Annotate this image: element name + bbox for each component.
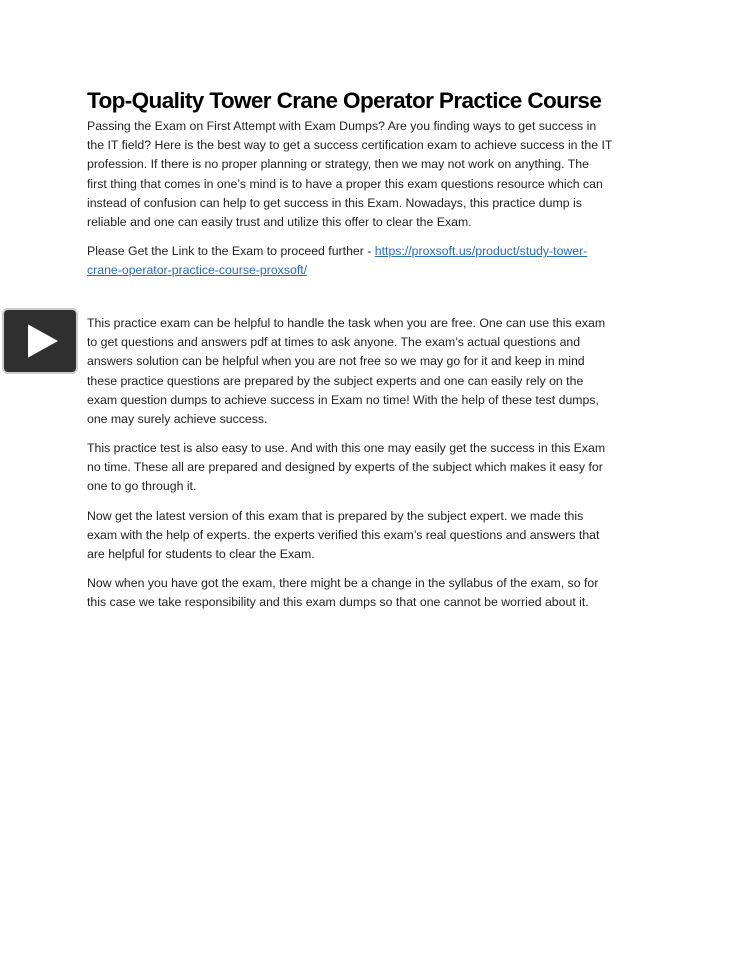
text-line: first thing that comes in one’s mind is to have a proper this exam questions resource which can bbox=[87, 176, 603, 191]
paragraph-syllabus bbox=[87, 574, 647, 612]
text-line: one may surely achieve success. bbox=[87, 412, 268, 427]
text-line: profession. If there is no proper planning or strategy, then we may not work on anything. The bbox=[87, 157, 589, 172]
text-line: exam with the help of experts. the experts verified this exam’s real questions and answers that bbox=[87, 528, 600, 543]
paragraph-easy bbox=[87, 439, 647, 497]
page-title: Top-Quality Tower Crane Operator Practice Course bbox=[87, 88, 602, 113]
text-line: This practice exam can be helpful to handle the task when you are free. One can use this exam bbox=[87, 316, 606, 330]
link-prompt: Please Get the Link to the Exam to proceed further - bbox=[87, 244, 375, 258]
exam-link-continued[interactable]: crane-operator-practice-course-proxsoft/ bbox=[87, 263, 308, 278]
text-line: This practice test is also easy to use. And with this one may easily get the success in this Exam bbox=[87, 441, 606, 455]
text-line: Passing the Exam on First Attempt with Exam Dumps? Are you finding ways to get success in bbox=[87, 119, 597, 133]
text-line: this case we take responsibility and this exam dumps so that one cannot be worried about it. bbox=[87, 595, 589, 610]
text-line: these practice questions are prepared by the subject experts and one can easily rely on the bbox=[87, 373, 584, 388]
paragraph-intro bbox=[87, 117, 647, 232]
text-line: reliable and one can easily trust and utilize this offer to clear the Exam. bbox=[87, 215, 472, 230]
text-line: the IT field? Here is the best way to get a success certification exam to achieve success in the IT bbox=[87, 138, 613, 153]
play-icon bbox=[28, 324, 58, 358]
text-line: are helpful for students to clear the Exam. bbox=[87, 547, 315, 562]
text-line: to get questions and answers pdf at times to ask anyone. The exam’s actual questions and bbox=[87, 335, 581, 350]
text-line: instead of confusion can help to get success in this Exam. Nowadays, this practice dump is bbox=[87, 195, 582, 210]
text-line: no time. These all are prepared and designed by experts of the subject which makes it easy for bbox=[87, 460, 603, 475]
paragraph-latest bbox=[87, 507, 647, 565]
text-line: answers solution can be helpful when you are not free so we may go for it and keep in mind bbox=[87, 354, 585, 369]
video-play-button[interactable] bbox=[2, 308, 78, 374]
text-line: one to go through it. bbox=[87, 479, 197, 494]
text-line: exam question dumps to achieve success in Exam no time! With the help of these test dumps, bbox=[87, 392, 599, 407]
paragraph-link bbox=[87, 242, 647, 280]
paragraph-practice bbox=[87, 314, 647, 429]
text-line: Now get the latest version of this exam that is prepared by the subject expert. we made this bbox=[87, 509, 584, 523]
exam-link[interactable]: https://proxsoft.us/product/study-tower- bbox=[374, 244, 588, 258]
text-line: Now when you have got the exam, there might be a change in the syllabus of the exam, so for bbox=[87, 576, 599, 590]
